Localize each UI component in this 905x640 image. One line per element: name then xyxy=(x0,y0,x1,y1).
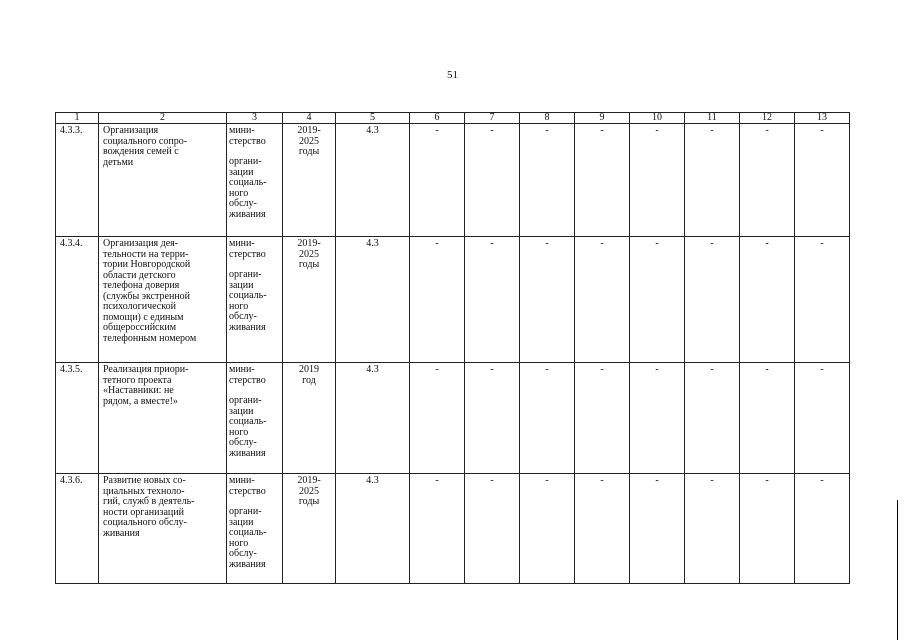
table-row xyxy=(56,237,850,363)
value-cell: - xyxy=(685,474,740,584)
text-line: ности организаций xyxy=(103,506,184,518)
text-line: 2019 xyxy=(299,364,319,375)
text-line: социаль- xyxy=(229,527,267,538)
executors xyxy=(227,124,283,237)
text-line: социаль- xyxy=(229,290,267,301)
text-line: зации xyxy=(229,279,254,291)
text-line: циальных техноло- xyxy=(103,485,185,497)
text-line: социаль- xyxy=(229,416,267,427)
row-number: 4.3.3. xyxy=(56,124,99,237)
text-line: органи- xyxy=(229,156,262,167)
text-line: Реализация приори- xyxy=(103,364,189,375)
column-number-4: 4 xyxy=(283,113,336,124)
column-number-10: 10 xyxy=(630,113,685,124)
value-cell: - xyxy=(795,363,850,474)
column-number-7: 7 xyxy=(465,113,520,124)
text-line: органи- xyxy=(229,506,262,517)
text-line: органи- xyxy=(229,395,262,406)
text-line: мини- xyxy=(229,125,255,136)
text-line: мини- xyxy=(229,238,255,249)
text-line: зации xyxy=(229,405,254,417)
value-cell: - xyxy=(410,124,465,237)
indicator-code: 4.3 xyxy=(336,474,410,584)
text-line: «Наставники: не xyxy=(103,385,174,396)
row-number: 4.3.4. xyxy=(56,237,99,363)
text-line: ного xyxy=(229,300,249,312)
value-cell: - xyxy=(520,474,575,584)
column-number-6: 6 xyxy=(410,113,465,124)
text-line: Организация дея- xyxy=(103,238,179,249)
indicator-code: 4.3 xyxy=(336,363,410,474)
text-line: мини- xyxy=(229,364,255,375)
text-line: стерство xyxy=(229,248,266,260)
executors xyxy=(227,474,283,584)
value-cell: - xyxy=(740,363,795,474)
text-line: тельности на терри- xyxy=(103,248,189,260)
text-line: живания xyxy=(229,558,266,570)
activity-name xyxy=(99,237,227,363)
column-number-11: 11 xyxy=(685,113,740,124)
text-line: обслу- xyxy=(229,311,257,322)
value-cell: - xyxy=(410,237,465,363)
term xyxy=(283,237,336,363)
text-line: год xyxy=(302,374,316,386)
value-cell: - xyxy=(685,124,740,237)
row-number: 4.3.6. xyxy=(56,474,99,584)
text-line: зации xyxy=(229,166,254,178)
value-cell: - xyxy=(520,237,575,363)
column-number-2: 2 xyxy=(99,113,227,124)
table-row xyxy=(56,474,850,584)
text-line: органи- xyxy=(229,269,262,280)
text-line: мини- xyxy=(229,475,255,486)
text-line: тетного проекта xyxy=(103,374,172,386)
text-line: живания xyxy=(229,208,266,220)
value-cell: - xyxy=(575,124,630,237)
text-line: гий, служб в деятель- xyxy=(103,496,195,507)
value-cell: - xyxy=(465,237,520,363)
value-cell: - xyxy=(685,237,740,363)
column-number-13: 13 xyxy=(795,113,850,124)
value-cell: - xyxy=(740,237,795,363)
page-number: 51 xyxy=(447,69,458,81)
value-cell: - xyxy=(795,124,850,237)
text-line: (службы экстренной xyxy=(103,290,191,302)
executors xyxy=(227,363,283,474)
term xyxy=(283,363,336,474)
value-cell: - xyxy=(465,363,520,474)
text-line: ного xyxy=(229,426,249,438)
column-number-8: 8 xyxy=(520,113,575,124)
text-line: годы xyxy=(298,146,320,157)
value-cell: - xyxy=(575,474,630,584)
text-line: телефона доверия xyxy=(103,280,180,291)
value-cell: - xyxy=(410,474,465,584)
value-cell: - xyxy=(795,237,850,363)
value-cell: - xyxy=(575,237,630,363)
text-line: годы xyxy=(298,259,320,270)
activity-name xyxy=(99,124,227,237)
text-line: зации xyxy=(229,516,254,528)
text-line: тории Новгородской xyxy=(103,259,191,270)
text-line: рядом, а вместе!» xyxy=(103,395,178,407)
text-line: живания xyxy=(103,527,140,539)
text-line: 2025 xyxy=(299,135,319,147)
value-cell: - xyxy=(465,474,520,584)
value-cell: - xyxy=(520,363,575,474)
value-cell: - xyxy=(575,363,630,474)
margin-line xyxy=(897,500,898,640)
column-number-5: 5 xyxy=(336,113,410,124)
text-line: области детского xyxy=(103,269,176,281)
text-line: 2025 xyxy=(299,248,319,260)
text-line: обслу- xyxy=(229,548,257,559)
value-cell: - xyxy=(410,363,465,474)
text-line: 2025 xyxy=(299,485,319,497)
text-line: социаль- xyxy=(229,177,267,188)
text-line: 2019- xyxy=(297,475,321,486)
executors xyxy=(227,237,283,363)
column-number-12: 12 xyxy=(740,113,795,124)
text-line: обслу- xyxy=(229,198,257,209)
value-cell: - xyxy=(630,237,685,363)
column-number-1: 1 xyxy=(56,113,99,124)
indicator-code: 4.3 xyxy=(336,237,410,363)
text-line: 2019- xyxy=(297,125,321,136)
text-line: обслу- xyxy=(229,437,257,448)
column-number-9: 9 xyxy=(575,113,630,124)
text-line: социального сопро- xyxy=(103,135,188,147)
text-line: стерство xyxy=(229,485,266,497)
value-cell: - xyxy=(795,474,850,584)
text-line: психологической xyxy=(103,301,176,312)
value-cell: - xyxy=(630,363,685,474)
indicator-code: 4.3 xyxy=(336,124,410,237)
text-line: стерство xyxy=(229,135,266,147)
text-line: годы xyxy=(298,496,320,507)
table-row xyxy=(56,124,850,237)
text-line: ного xyxy=(229,537,249,549)
text-line: общероссийским xyxy=(103,322,177,333)
text-line: вождения семей с xyxy=(103,146,179,157)
text-line: живания xyxy=(229,321,266,333)
term xyxy=(283,124,336,237)
text-line: 2019- xyxy=(297,238,321,249)
text-line: Организация xyxy=(103,125,159,136)
value-cell: - xyxy=(740,474,795,584)
text-line: социального обслу- xyxy=(103,517,187,528)
text-line: ного xyxy=(229,187,249,199)
value-cell: - xyxy=(465,124,520,237)
row-number: 4.3.5. xyxy=(56,363,99,474)
text-line: детьми xyxy=(103,156,134,168)
column-number-row xyxy=(56,113,850,124)
value-cell: - xyxy=(520,124,575,237)
text-line: живания xyxy=(229,447,266,459)
text-line: помощи) с единым xyxy=(103,311,184,323)
activities-table xyxy=(55,112,850,584)
activity-name xyxy=(99,363,227,474)
text-line: стерство xyxy=(229,374,266,386)
activity-name xyxy=(99,474,227,584)
text-line: Развитие новых со- xyxy=(103,475,186,486)
text-line: телефонным номером xyxy=(103,332,197,344)
value-cell: - xyxy=(630,124,685,237)
table-row xyxy=(56,363,850,474)
value-cell: - xyxy=(685,363,740,474)
term xyxy=(283,474,336,584)
value-cell: - xyxy=(740,124,795,237)
column-number-3: 3 xyxy=(227,113,283,124)
value-cell: - xyxy=(630,474,685,584)
